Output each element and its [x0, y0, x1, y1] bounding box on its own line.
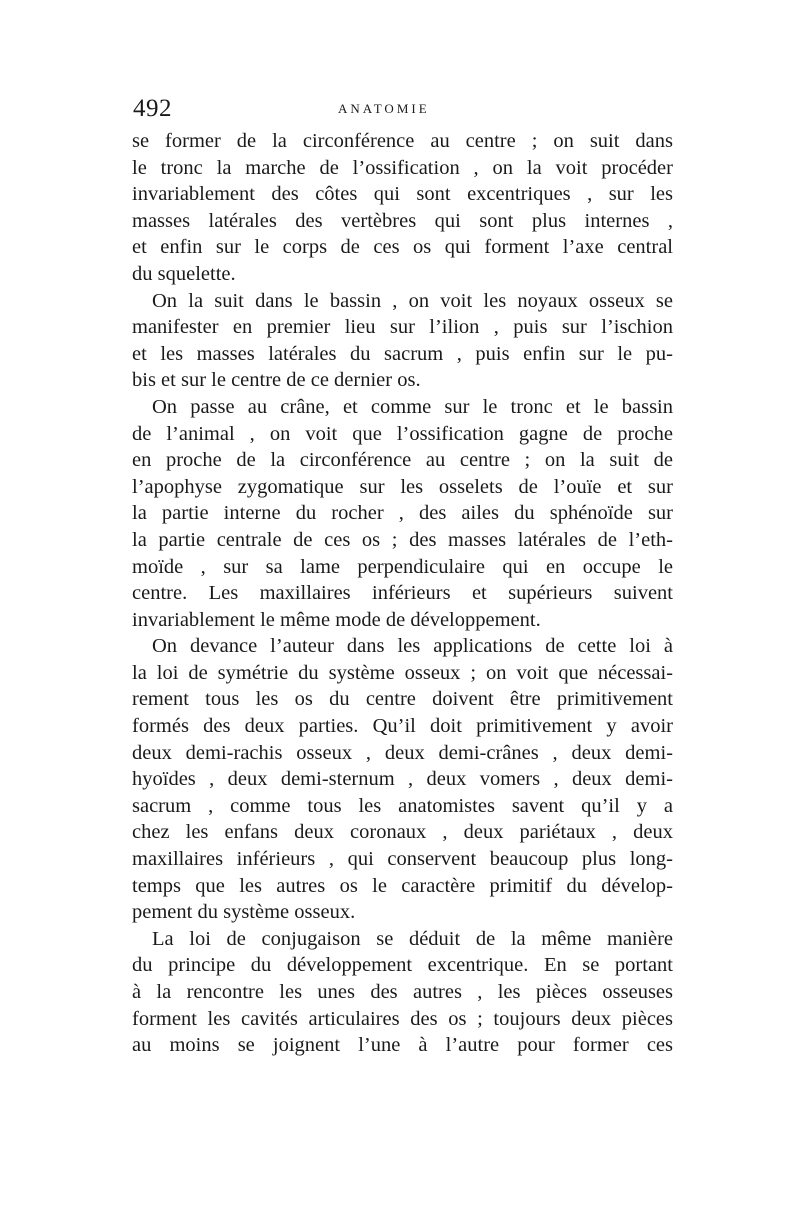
text-line: la partie centrale de ces os ; des masses latérales de l’eth-	[132, 528, 673, 551]
text-line: bis et sur le centre de ce dernier os.	[132, 369, 421, 392]
text-line: le tronc la marche de l’ossification , on la voit procéder	[132, 156, 673, 179]
text-line: du squelette.	[132, 262, 236, 285]
text-line: manifester en premier lieu sur l’ilion , puis sur l’ischion	[132, 316, 673, 339]
text-line: On passe au crâne, et comme sur le tronc et le bassin	[152, 395, 673, 418]
text-line: masses latérales des vertèbres qui sont plus internes ,	[132, 209, 673, 232]
text-line: en proche de la circonférence au centre ; on la suit de	[132, 449, 673, 472]
text-line: temps que les autres os le caractère primitif du dévelop-	[132, 874, 673, 897]
text-line: la partie interne du rocher , des ailes du sphénoïde sur	[132, 502, 673, 525]
text-line: chez les enfans deux coronaux , deux pariétaux , deux	[132, 821, 673, 844]
text-line: invariablement le même mode de développement.	[132, 608, 541, 631]
text-line: invariablement des côtes qui sont excentriques , sur les	[132, 183, 673, 206]
running-title: ANATOMIE	[338, 101, 430, 116]
text-line: forment les cavités articulaires des os ; toujours deux pièces	[132, 1007, 673, 1030]
text-line: et enfin sur le corps de ces os qui forment l’axe central	[132, 236, 673, 259]
text-line: hyoïdes , deux demi-sternum , deux vomers , deux demi-	[132, 768, 673, 791]
text-line: la loi de symétrie du système osseux ; on voit que nécessai-	[132, 661, 673, 684]
text-line: et les masses latérales du sacrum , puis enfin sur le pu-	[132, 342, 673, 365]
page-header	[133, 92, 673, 126]
text-line: sacrum , comme tous les anatomistes savent qu’il y a	[132, 794, 673, 817]
text-line: du principe du développement excentrique. En se portant	[132, 954, 673, 977]
text-line: deux demi-rachis osseux , deux demi-crânes , deux demi-	[132, 741, 673, 764]
text-line: rement tous les os du centre doivent être primitivement	[132, 688, 673, 711]
text-line: La loi de conjugaison se déduit de la même manière	[152, 927, 673, 950]
text-line: formés des deux parties. Qu’il doit primitivement y avoir	[132, 715, 673, 738]
body-text	[132, 128, 673, 1059]
text-line: de l’animal , on voit que l’ossification gagne de proche	[132, 422, 673, 445]
text-line: moïde , sur sa lame perpendiculaire qui en occupe le	[132, 555, 673, 578]
text-line: l’apophyse zygomatique sur les osselets de l’ouïe et sur	[132, 475, 673, 498]
text-line: pement du système osseux.	[132, 901, 356, 924]
text-line: à la rencontre les unes des autres , les pièces osseuses	[132, 981, 673, 1003]
text-line: On la suit dans le bassin , on voit les noyaux osseux se	[152, 289, 673, 312]
text-line: se former de la circonférence au centre ; on suit dans	[132, 130, 673, 152]
text-line: On devance l’auteur dans les applications de cette loi à	[152, 635, 673, 658]
page-number: 492	[133, 95, 172, 122]
text-line: centre. Les maxillaires inférieurs et supérieurs suivent	[132, 582, 673, 605]
text-line: au moins se joignent l’une à l’autre pour former ces	[132, 1034, 673, 1057]
text-line: maxillaires inférieurs , qui conservent beaucoup plus long-	[132, 848, 673, 871]
